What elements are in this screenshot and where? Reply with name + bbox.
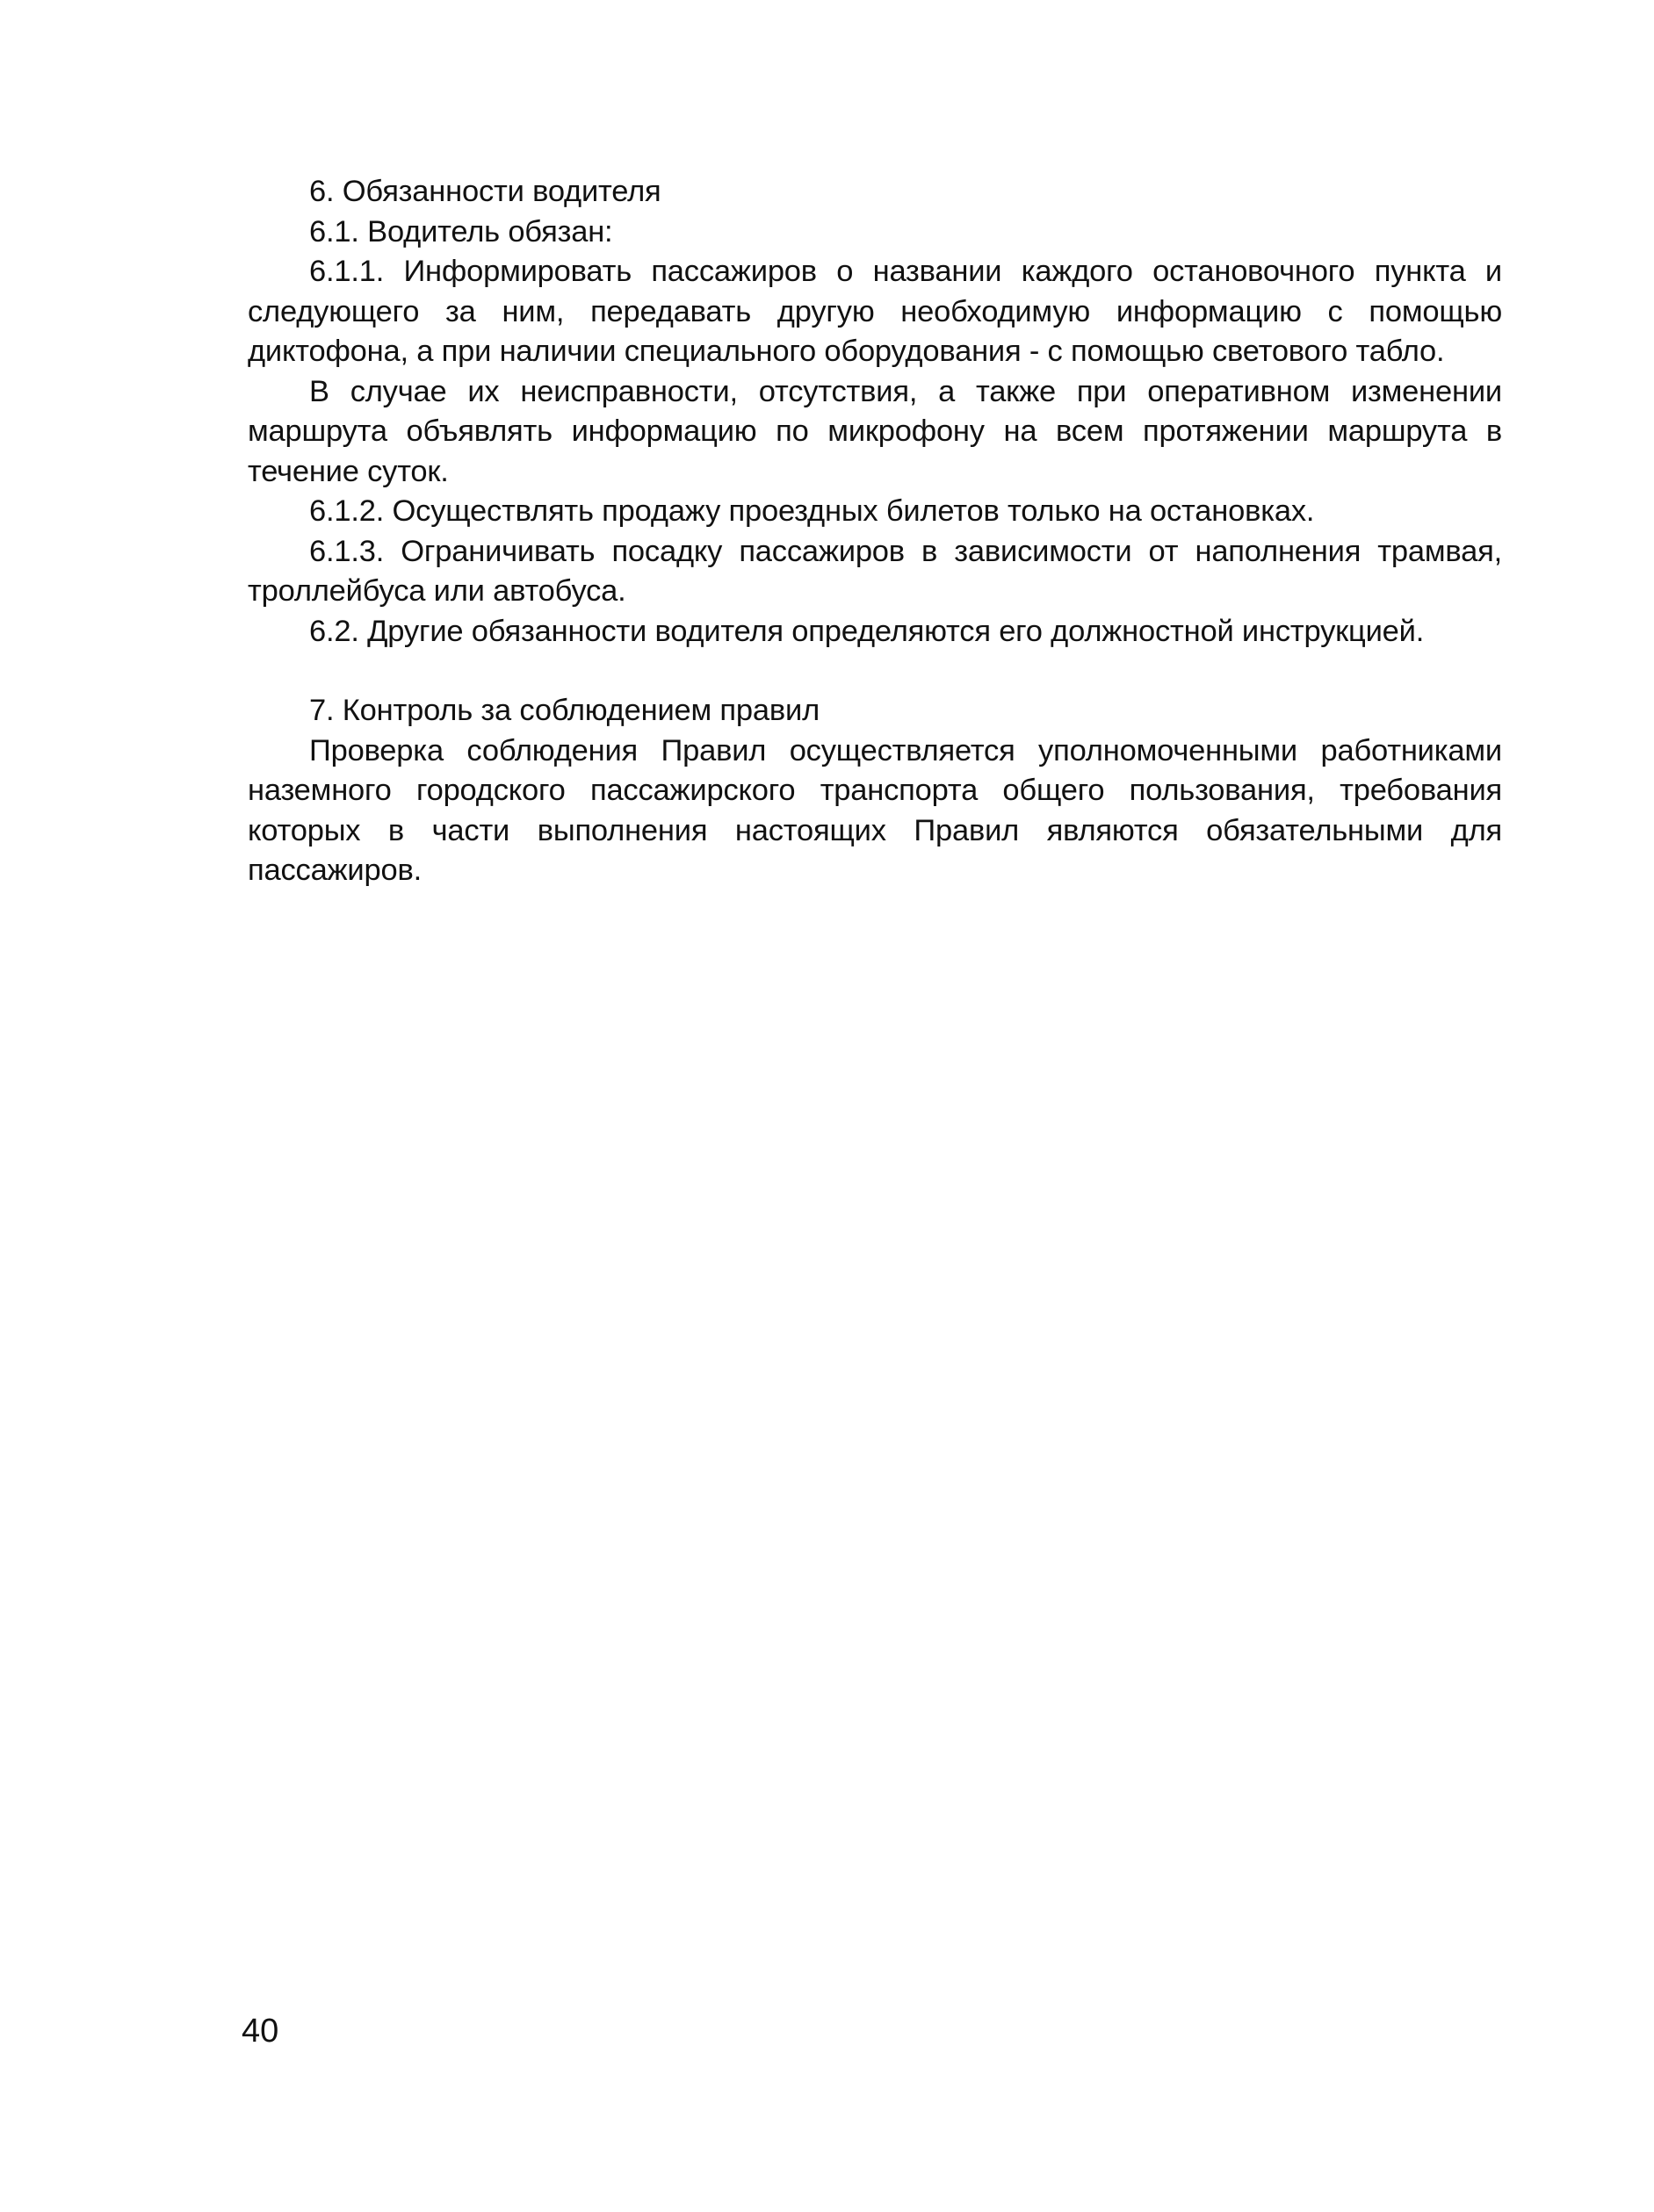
section-gap: [248, 652, 1502, 691]
section-6-heading: 6. Обязанности водителя: [309, 175, 661, 208]
section-7-heading: 7. Контроль за соблюдением правил: [309, 694, 820, 727]
paragraph-6-2: 6.2. Другие обязанности водителя определяются его должностной инструкцией.: [309, 614, 1425, 648]
paragraph-6-1-3: 6.1.3. Ограничивать посадку пассажиров в зависимости от наполнения трамвая, троллейбуса или автобуса.: [248, 534, 1502, 608]
paragraph-6-1-1: 6.1.1. Информировать пассажиров о названии каждого остановочного пункта и следующего за ним, передавать другую необходимую информацию с помощью диктофона, а при наличии специального оборудования - с помощью светового табло.: [248, 255, 1502, 368]
paragraph-6-1-2: 6.1.2. Осуществлять продажу проездных билетов только на остановках.: [309, 494, 1315, 528]
paragraph-6-1-1-continuation: В случае их неисправности, отсутствия, а также при оперативном изменении маршрута объявлять информацию по микрофону на всем протяжении маршрута в течение суток.: [248, 374, 1502, 488]
paragraph-7-body: Проверка соблюдения Правил осуществляется уполномоченными работниками наземного городского пассажирского транспорта общего пользования, требования которых в части выполнения настоящих Правил являются обязательными для пассажиров.: [248, 733, 1502, 887]
paragraph-6-1: 6.1. Водитель обязан:: [309, 214, 613, 249]
page-body: [248, 172, 1502, 891]
page-number: 40: [242, 2013, 279, 2050]
